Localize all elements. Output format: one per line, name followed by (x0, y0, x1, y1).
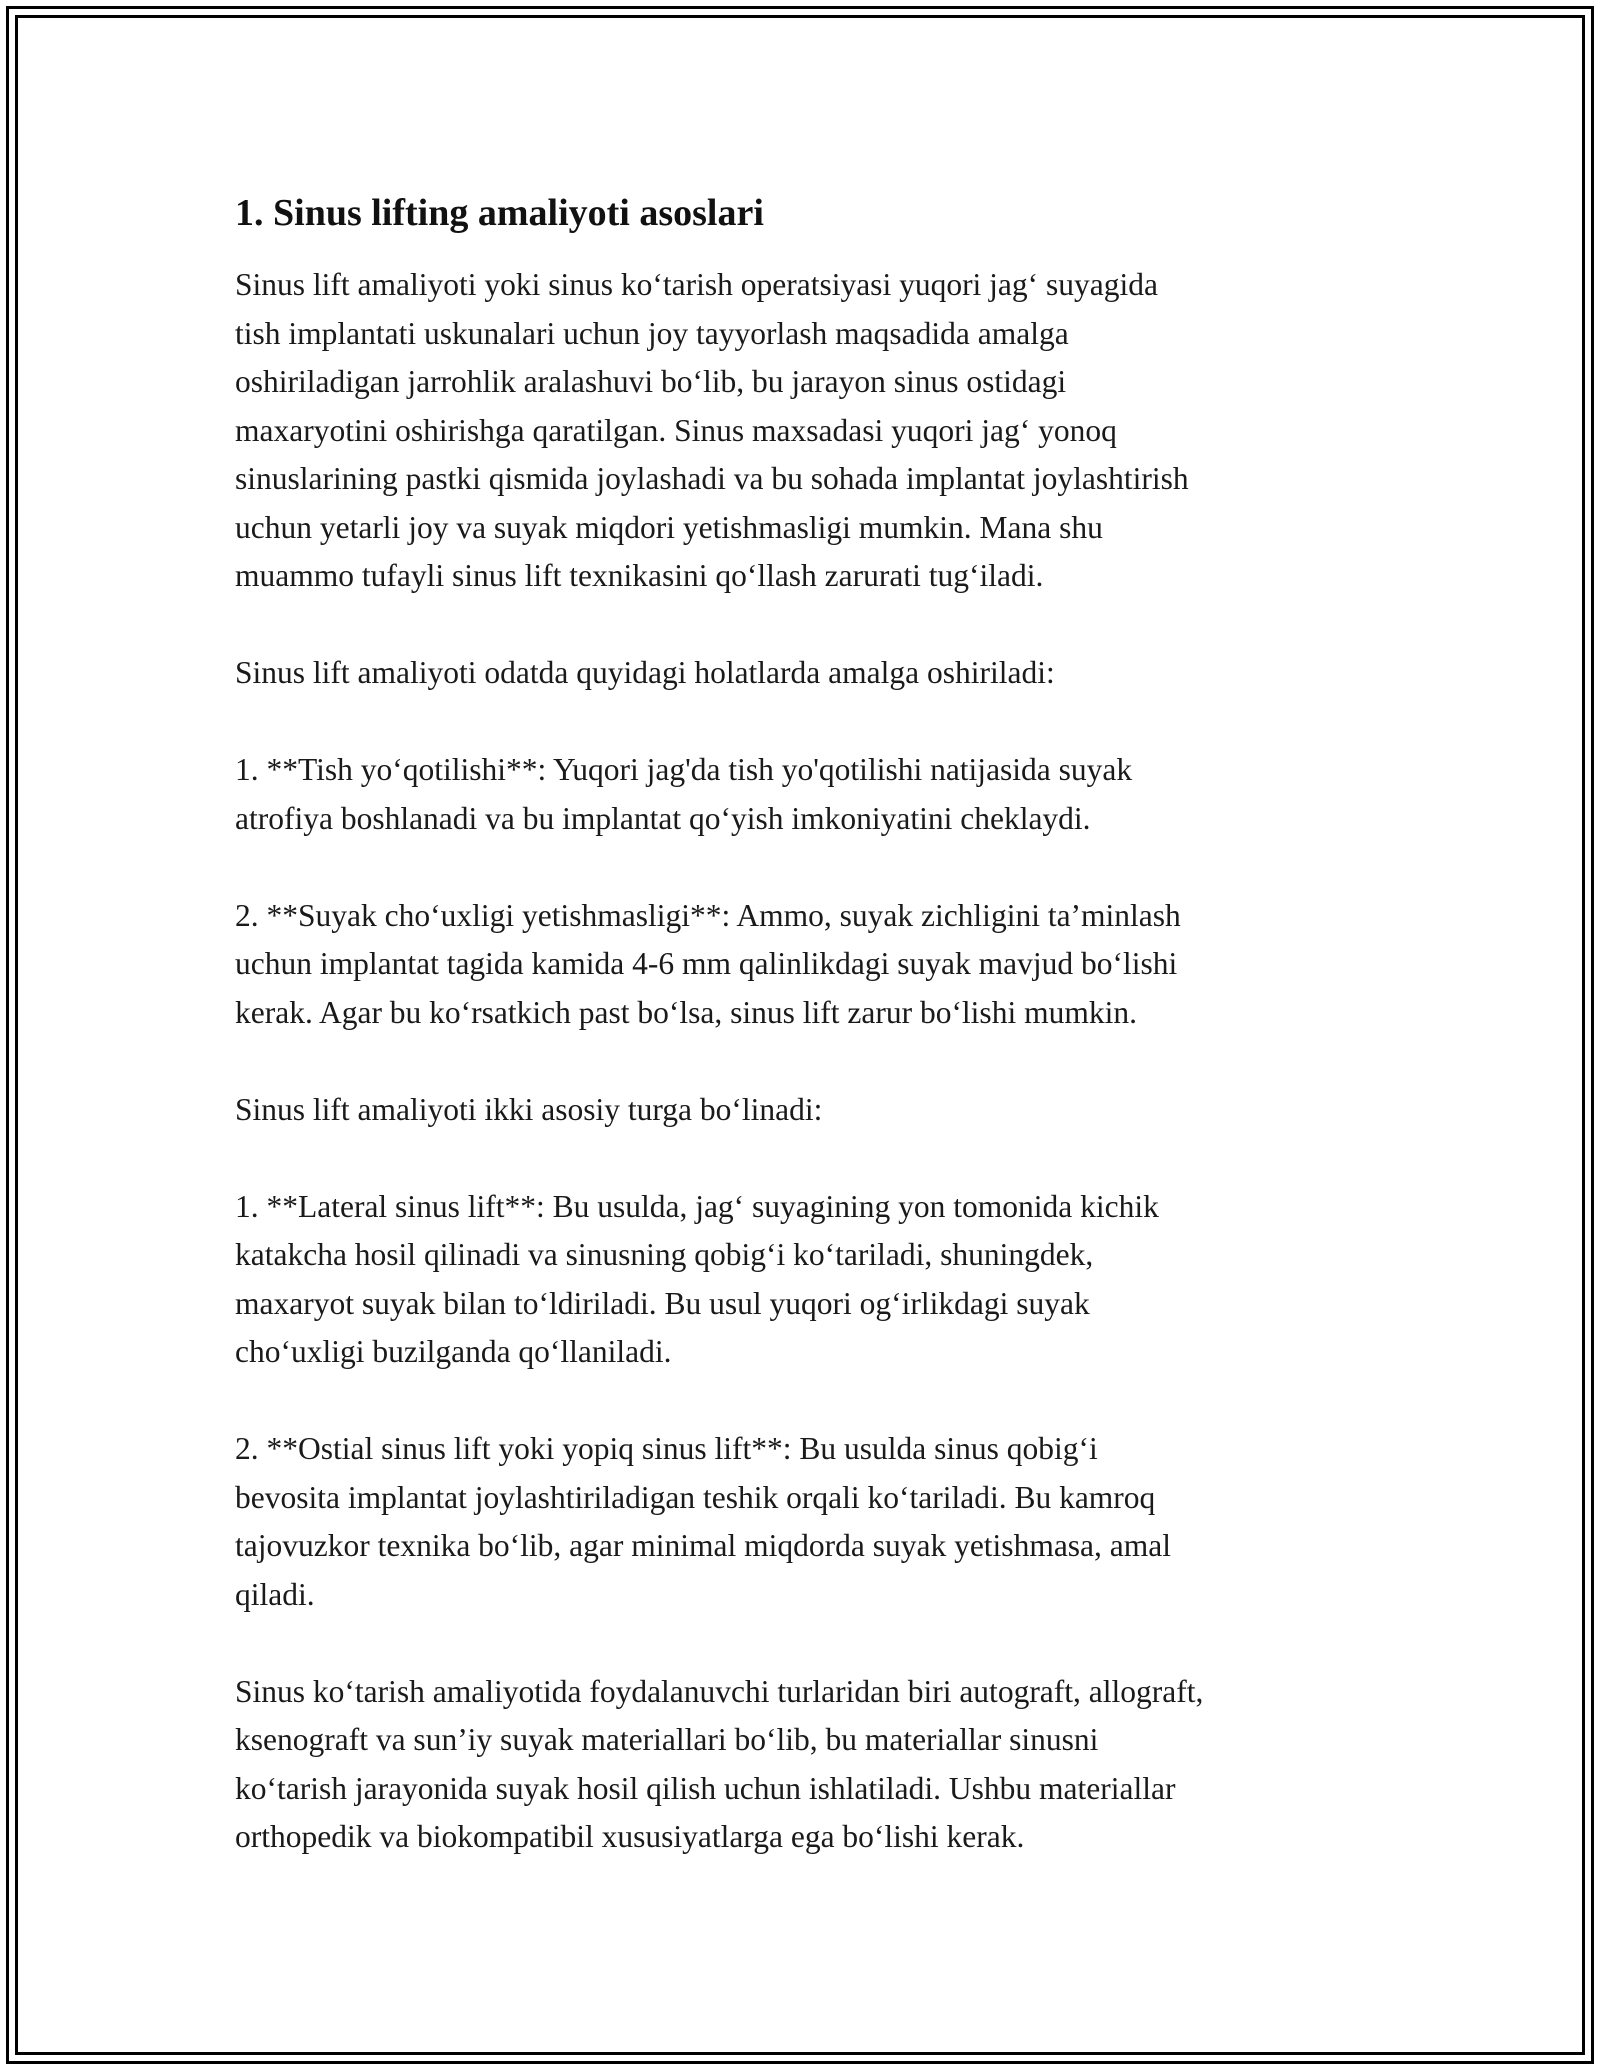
list-item-bone-deficiency: 2. **Suyak cho‘uxligi yetishmasligi**: Ammo, suyak zichligini ta’minlash uchun implantat tagida kamida 4-6 mm qalinlikdagi suyak mavjud bo‘lishi kerak. Agar bu ko‘rsatkich past bo‘lsa, sinus lift zarur bo‘lishi mumkin. (235, 897, 1181, 1030)
document-body (235, 187, 1385, 1910)
list-item-tooth-loss: 1. **Tish yo‘qotilishi**: Yuqori jag'da tish yo'qotilishi natijasida suyak atrofiya boshlanadi va bu implantat qo‘yish imkoniyatini cheklaydi. (235, 752, 1133, 836)
list-item-ostial-sinus-lift: 2. **Ostial sinus lift yoki yopiq sinus lift**: Bu usulda sinus qobig‘i bevosita implantat joylashtiriladigan teshik orqali ko‘tariladi. Bu kamroq tajovuzkor texnika bo‘lib, agar minimal miqdorda suyak yetishmasa, amal qiladi. (235, 1431, 1172, 1612)
paragraph-indications-lead: Sinus lift amaliyoti odatda quyidagi holatlarda amalga oshiriladi: (235, 655, 1055, 690)
section-heading: 1. Sinus lifting amaliyoti asoslari (235, 192, 764, 234)
paragraph-intro: Sinus lift amaliyoti yoki sinus ko‘tarish operatsiyasi yuqori jag‘ suyagida tish implantati uskunalari uchun joy tayyorlash maqsadida amalga oshiriladigan jarrohlik aralashuvi bo‘lib, bu jarayon sinus ostidagi maxaryotini oshirishga qaratilgan. Sinus maxsadasi yuqori jag‘ yonoq sinuslarining pastki qismida joylashadi va bu sohada implantat joylashtirish uchun yetarli joy va suyak miqdori yetishmasligi mumkin. Mana shu muammo tufayli sinus lift texnikasini qo‘llash zarurati tug‘iladi. (235, 267, 1189, 593)
paragraph-materials: Sinus ko‘tarish amaliyotida foydalanuvchi turlaridan biri autograft, allograft, ksenograft va sun’iy suyak materiallari bo‘lib, bu materiallar sinusni ko‘tarish jarayonida suyak hosil qilish uchun ishlatiladi. Ushbu materiallar orthopedik va biokompatibil xususiyatlarga ega bo‘lishi kerak. (235, 1673, 1204, 1854)
list-item-lateral-sinus-lift: 1. **Lateral sinus lift**: Bu usulda, jag‘ suyagining yon tomonida kichik katakcha hosil qilinadi va sinusning qobig‘i ko‘tariladi, shuningdek, maxaryot suyak bilan to‘ldiriladi. Bu usul yuqori og‘irlikdagi suyak cho‘uxligi buzilganda qo‘llaniladi. (235, 1188, 1159, 1369)
paragraph-types-lead: Sinus lift amaliyoti ikki asosiy turga bo‘linadi: (235, 1091, 823, 1127)
